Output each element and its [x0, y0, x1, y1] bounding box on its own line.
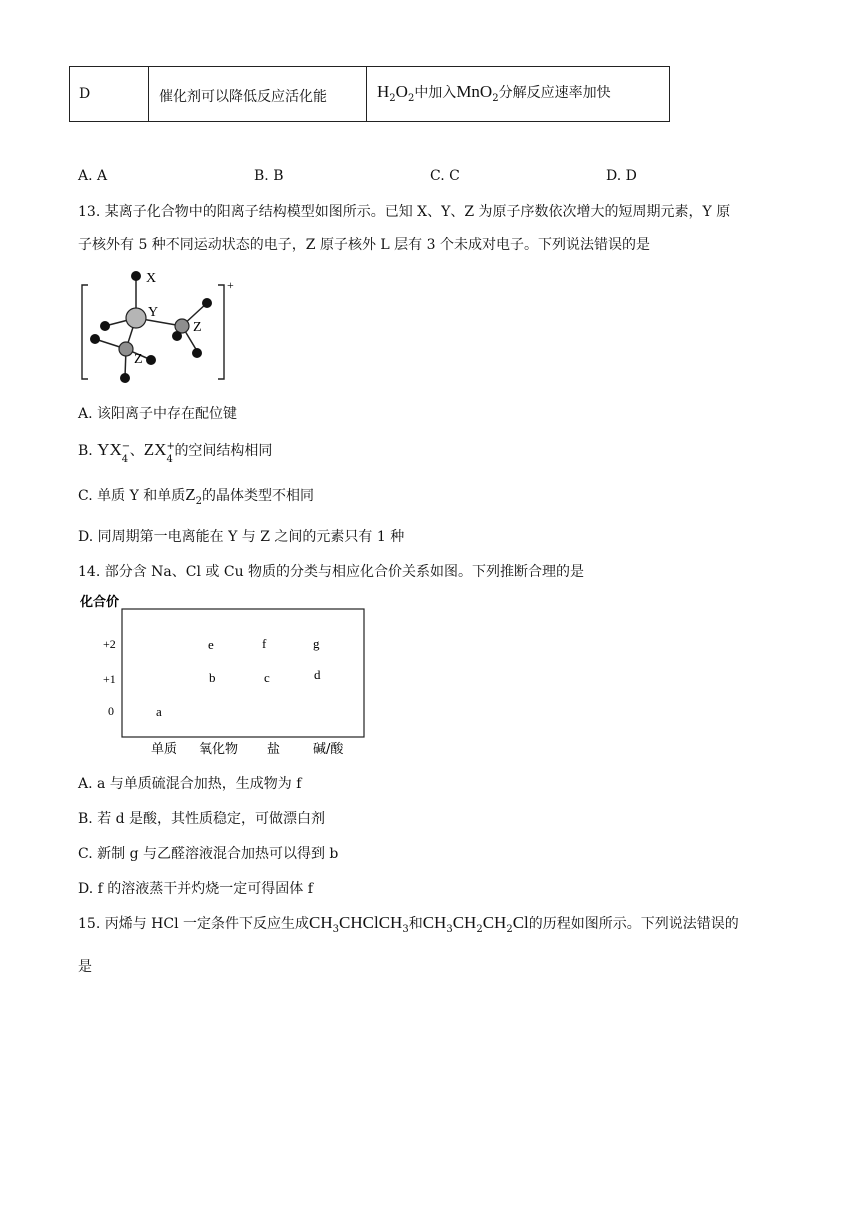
x-tick: 碱/酸 — [313, 742, 344, 757]
formula-subscript: 2 — [407, 92, 415, 104]
label-z: Z — [193, 320, 202, 335]
separator-text: 、 — [129, 443, 144, 459]
q14-stem: 14. 部分含 Na、Cl 或 Cu 物质的分类与相应化合价关系如图。下列推断合理的是 — [78, 564, 585, 580]
formula-text: CHClCH — [339, 913, 403, 932]
table-cell-principle: 催化剂可以降低反应活化能 — [159, 89, 327, 105]
formula-text: ZX — [143, 440, 167, 459]
cell-text: 中加入 — [414, 85, 457, 101]
formula-text: Z — [185, 485, 196, 504]
x-tick: 单质 — [151, 742, 178, 757]
table-cell-label: D — [79, 86, 91, 102]
formula-subscript: 2 — [492, 92, 499, 104]
q13-option-a: A. 该阳离子中存在配位键 — [78, 406, 238, 422]
x-ticks — [151, 741, 344, 757]
q12-option-c: C. C — [430, 168, 460, 184]
formula-text: YX — [97, 440, 122, 459]
point-g: g — [313, 636, 320, 651]
formula-subscript: 3 — [446, 923, 453, 935]
formula-subscript: 2 — [506, 923, 513, 935]
chart-ylabel: 化合价 — [80, 595, 120, 610]
point-b: b — [209, 670, 216, 685]
atom-z — [175, 319, 189, 333]
q12-option-b: B. B — [254, 168, 284, 184]
q15-stem-line1 — [78, 913, 739, 933]
formula-text: CH — [422, 913, 447, 932]
label-z: Z — [134, 352, 143, 367]
q13-option-d: D. 同周期第一电离能在 Y 与 Z 之间的元素只有 1 种 — [78, 529, 405, 545]
q12-option-d: D. D — [606, 168, 637, 184]
y-tick: 0 — [108, 704, 114, 718]
stem-text: 15. 丙烯与 HCl 一定条件下反应生成 — [78, 916, 310, 932]
option-text: 的空间结构相同 — [174, 443, 273, 459]
q14-option-d: D. f 的溶液蒸干并灼烧一定可得固体 f — [78, 881, 313, 897]
left-bracket — [82, 285, 88, 379]
charge-label: + — [227, 278, 234, 292]
option-text: C. 单质 Y 和单质 — [78, 488, 186, 504]
formula-text: H — [377, 82, 390, 101]
q14-option-c: C. 新制 g 与乙醛溶液混合加热可以得到 b — [78, 846, 339, 862]
cation-structure-diagram — [70, 265, 250, 387]
formula-subscript: 3 — [402, 923, 409, 935]
formula-subscript: 2 — [476, 923, 483, 935]
label-y: Y — [148, 305, 159, 320]
table-divider — [366, 67, 367, 121]
label-x: X — [146, 271, 157, 286]
point-c: c — [264, 670, 270, 685]
option-label: B. — [78, 443, 98, 459]
formula-text: O — [395, 82, 408, 101]
formula-text: CH — [309, 913, 333, 932]
q13-option-b: B. YX − 4 、ZX + 4 的空间结构相同 — [78, 440, 273, 465]
option-text: 的晶体类型不相同 — [202, 488, 315, 504]
stem-text: 的历程如图所示。下列说法错误的 — [528, 916, 739, 932]
q14-option-b: B. 若 d 是酸，其性质稳定，可做漂白剂 — [78, 811, 326, 827]
y-ticks — [103, 637, 116, 718]
q13-stem-line2: 子核外有 5 种不同运动状态的电子，Z 原子核外 L 层有 3 个未成对电子。下列说法错误的是 — [78, 237, 650, 253]
valence-classification-chart — [70, 590, 370, 760]
formula-text: MnO — [456, 82, 493, 101]
atom-z — [119, 342, 133, 356]
formula-subscript: 3 — [332, 923, 340, 935]
right-bracket — [218, 285, 224, 379]
q12-option-a: A. A — [78, 168, 108, 184]
q15-stem-line2: 是 — [78, 959, 92, 975]
formula-text: Cl — [512, 913, 529, 932]
cell-text: 分解反应速率加快 — [498, 85, 611, 101]
point-f: f — [262, 636, 267, 651]
y-tick: +1 — [103, 672, 116, 686]
x-tick: 氧化物 — [199, 742, 239, 757]
answer-table-row — [69, 66, 670, 122]
point-d: d — [314, 667, 321, 682]
x-tick: 盐 — [267, 742, 281, 757]
q13-stem-line1: 13. 某离子化合物中的阳离子结构模型如图所示。已知 X、Y、Z 为原子序数依次增大的短周期元素，Y 原 — [78, 204, 731, 220]
q13-option-c — [78, 485, 314, 505]
formula-subscript: 2 — [389, 92, 396, 104]
chart-points — [156, 636, 321, 719]
formula-subscript: 2 — [195, 495, 203, 507]
point-e: e — [208, 637, 214, 652]
formula-text: CH — [482, 913, 507, 932]
table-divider — [148, 67, 149, 121]
y-tick: +2 — [103, 637, 116, 651]
stem-text: 和 — [408, 916, 423, 932]
point-a: a — [156, 704, 162, 719]
table-cell-example — [377, 82, 611, 102]
formula-text: CH — [452, 913, 477, 932]
atom-y — [126, 308, 146, 328]
q14-option-a: A. a 与单质硫混合加热，生成物为 f — [78, 776, 302, 792]
